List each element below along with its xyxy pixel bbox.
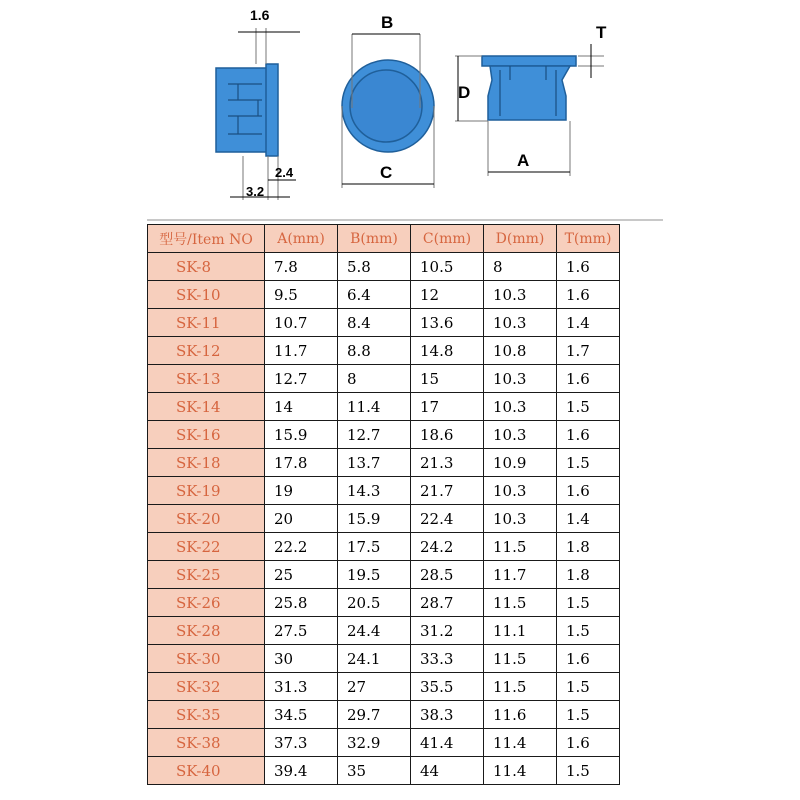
cell-b-value: 14.3	[338, 477, 411, 505]
cell-a-value: 19	[265, 477, 338, 505]
cell-a-value: 39.4	[265, 757, 338, 785]
cell-d-value: 11.1	[484, 617, 557, 645]
side-height-label: 2.4	[275, 165, 294, 180]
header-b: B(mm)	[338, 225, 411, 253]
cell-b-value: 8.8	[338, 337, 411, 365]
table-row	[148, 589, 620, 617]
cell-model: SK-14	[148, 393, 265, 421]
cell-d-value: 11.4	[484, 757, 557, 785]
cell-t-value: 1.8	[557, 561, 620, 589]
cell-a-value: 22.2	[265, 533, 338, 561]
cell-t-value: 1.5	[557, 589, 620, 617]
cell-b-value: 15.9	[338, 505, 411, 533]
cell-t-value: 1.5	[557, 449, 620, 477]
cell-d-value: 10.3	[484, 421, 557, 449]
front-inner-label: B	[381, 13, 394, 32]
cell-t-value: 1.6	[557, 421, 620, 449]
cell-b-value: 24.1	[338, 645, 411, 673]
table-row	[148, 645, 620, 673]
cell-a-value: 31.3	[265, 673, 338, 701]
header-a: A(mm)	[265, 225, 338, 253]
profile-height-label: D	[458, 83, 471, 102]
table-row	[148, 533, 620, 561]
cell-t-value: 1.4	[557, 505, 620, 533]
cell-a-value: 30	[265, 645, 338, 673]
cell-model: SK-13	[148, 365, 265, 393]
cell-t-value: 1.6	[557, 477, 620, 505]
table-body	[148, 253, 620, 785]
cell-t-value: 1.5	[557, 757, 620, 785]
profile-view-drawing	[455, 23, 607, 176]
table-row	[148, 337, 620, 365]
cell-b-value: 32.9	[338, 729, 411, 757]
cell-c-value: 35.5	[411, 673, 484, 701]
cell-c-value: 38.3	[411, 701, 484, 729]
cell-a-value: 17.8	[265, 449, 338, 477]
cell-model: SK-12	[148, 337, 265, 365]
cell-a-value: 14	[265, 393, 338, 421]
table-row	[148, 393, 620, 421]
cell-c-value: 28.7	[411, 589, 484, 617]
cell-b-value: 27	[338, 673, 411, 701]
table-row	[148, 561, 620, 589]
table-row	[148, 281, 620, 309]
profile-flange-label: T	[596, 23, 607, 42]
front-outer-label: C	[380, 163, 393, 182]
side-view-drawing	[216, 7, 300, 200]
cell-d-value: 11.5	[484, 645, 557, 673]
cell-c-value: 10.5	[411, 253, 484, 281]
cell-t-value: 1.7	[557, 337, 620, 365]
cell-a-value: 25.8	[265, 589, 338, 617]
cell-c-value: 22.4	[411, 505, 484, 533]
cell-model: SK-8	[148, 253, 265, 281]
cell-c-value: 13.6	[411, 309, 484, 337]
cell-model: SK-26	[148, 589, 265, 617]
cell-model: SK-35	[148, 701, 265, 729]
cell-c-value: 14.8	[411, 337, 484, 365]
cell-c-value: 21.3	[411, 449, 484, 477]
cell-d-value: 11.4	[484, 729, 557, 757]
cell-t-value: 1.6	[557, 729, 620, 757]
cell-c-value: 21.7	[411, 477, 484, 505]
cell-b-value: 24.4	[338, 617, 411, 645]
table-row	[148, 421, 620, 449]
cell-t-value: 1.6	[557, 645, 620, 673]
header-t: T(mm)	[557, 225, 620, 253]
cell-d-value: 11.5	[484, 533, 557, 561]
cell-c-value: 41.4	[411, 729, 484, 757]
cell-b-value: 20.5	[338, 589, 411, 617]
cell-c-value: 28.5	[411, 561, 484, 589]
cell-t-value: 1.6	[557, 365, 620, 393]
table-row	[148, 449, 620, 477]
cell-t-value: 1.5	[557, 673, 620, 701]
cell-b-value: 17.5	[338, 533, 411, 561]
cell-b-value: 35	[338, 757, 411, 785]
cell-b-value: 19.5	[338, 561, 411, 589]
cell-b-value: 8	[338, 365, 411, 393]
cell-a-value: 20	[265, 505, 338, 533]
cell-b-value: 5.8	[338, 253, 411, 281]
cell-c-value: 15	[411, 365, 484, 393]
cell-model: SK-11	[148, 309, 265, 337]
cell-b-value: 8.4	[338, 309, 411, 337]
cell-d-value: 10.9	[484, 449, 557, 477]
cell-d-value: 10.3	[484, 477, 557, 505]
cell-c-value: 24.2	[411, 533, 484, 561]
cell-d-value: 11.5	[484, 589, 557, 617]
cell-b-value: 12.7	[338, 421, 411, 449]
table-row	[148, 365, 620, 393]
cell-t-value: 1.5	[557, 393, 620, 421]
cell-model: SK-19	[148, 477, 265, 505]
cell-a-value: 37.3	[265, 729, 338, 757]
cell-a-value: 34.5	[265, 701, 338, 729]
table-row	[148, 729, 620, 757]
dimension-diagrams	[0, 0, 800, 215]
cell-model: SK-32	[148, 673, 265, 701]
cell-model: SK-18	[148, 449, 265, 477]
cell-model: SK-28	[148, 617, 265, 645]
cell-model: SK-20	[148, 505, 265, 533]
cell-c-value: 31.2	[411, 617, 484, 645]
table-top-rule	[147, 219, 663, 221]
specification-table	[147, 224, 620, 785]
cell-d-value: 11.7	[484, 561, 557, 589]
cell-t-value: 1.8	[557, 533, 620, 561]
cell-d-value: 10.8	[484, 337, 557, 365]
cell-a-value: 7.8	[265, 253, 338, 281]
cell-t-value: 1.4	[557, 309, 620, 337]
cell-c-value: 33.3	[411, 645, 484, 673]
table-row	[148, 673, 620, 701]
cell-t-value: 1.6	[557, 281, 620, 309]
cell-model: SK-10	[148, 281, 265, 309]
cell-c-value: 18.6	[411, 421, 484, 449]
cell-a-value: 12.7	[265, 365, 338, 393]
table-header-row	[148, 225, 620, 253]
table-row	[148, 617, 620, 645]
cell-a-value: 27.5	[265, 617, 338, 645]
header-d: D(mm)	[484, 225, 557, 253]
table-row	[148, 309, 620, 337]
cell-a-value: 10.7	[265, 309, 338, 337]
cell-t-value: 1.5	[557, 617, 620, 645]
side-bottom-label: 3.2	[246, 184, 265, 199]
cell-model: SK-30	[148, 645, 265, 673]
cell-b-value: 13.7	[338, 449, 411, 477]
cell-d-value: 11.6	[484, 701, 557, 729]
profile-width-label: A	[517, 151, 530, 170]
cell-d-value: 10.3	[484, 281, 557, 309]
cell-c-value: 44	[411, 757, 484, 785]
cell-a-value: 11.7	[265, 337, 338, 365]
cell-t-value: 1.6	[557, 253, 620, 281]
cell-a-value: 9.5	[265, 281, 338, 309]
cell-a-value: 15.9	[265, 421, 338, 449]
table-row	[148, 253, 620, 281]
table-row	[148, 477, 620, 505]
table-row	[148, 701, 620, 729]
cell-b-value: 6.4	[338, 281, 411, 309]
cell-a-value: 25	[265, 561, 338, 589]
cell-d-value: 10.3	[484, 365, 557, 393]
cell-model: SK-16	[148, 421, 265, 449]
cell-d-value: 10.3	[484, 309, 557, 337]
cell-model: SK-22	[148, 533, 265, 561]
cell-model: SK-25	[148, 561, 265, 589]
cell-t-value: 1.5	[557, 701, 620, 729]
cell-b-value: 11.4	[338, 393, 411, 421]
header-item-no: 型号/Item NO	[148, 225, 265, 253]
side-flange-label: 1.6	[250, 7, 270, 23]
table-row	[148, 505, 620, 533]
cell-d-value: 8	[484, 253, 557, 281]
cell-d-value: 10.3	[484, 505, 557, 533]
cell-model: SK-38	[148, 729, 265, 757]
cell-c-value: 17	[411, 393, 484, 421]
cell-model: SK-40	[148, 757, 265, 785]
front-view-drawing	[342, 13, 434, 188]
table-row	[148, 757, 620, 785]
cell-d-value: 10.3	[484, 393, 557, 421]
cell-d-value: 11.5	[484, 673, 557, 701]
cell-c-value: 12	[411, 281, 484, 309]
header-c: C(mm)	[411, 225, 484, 253]
cell-b-value: 29.7	[338, 701, 411, 729]
